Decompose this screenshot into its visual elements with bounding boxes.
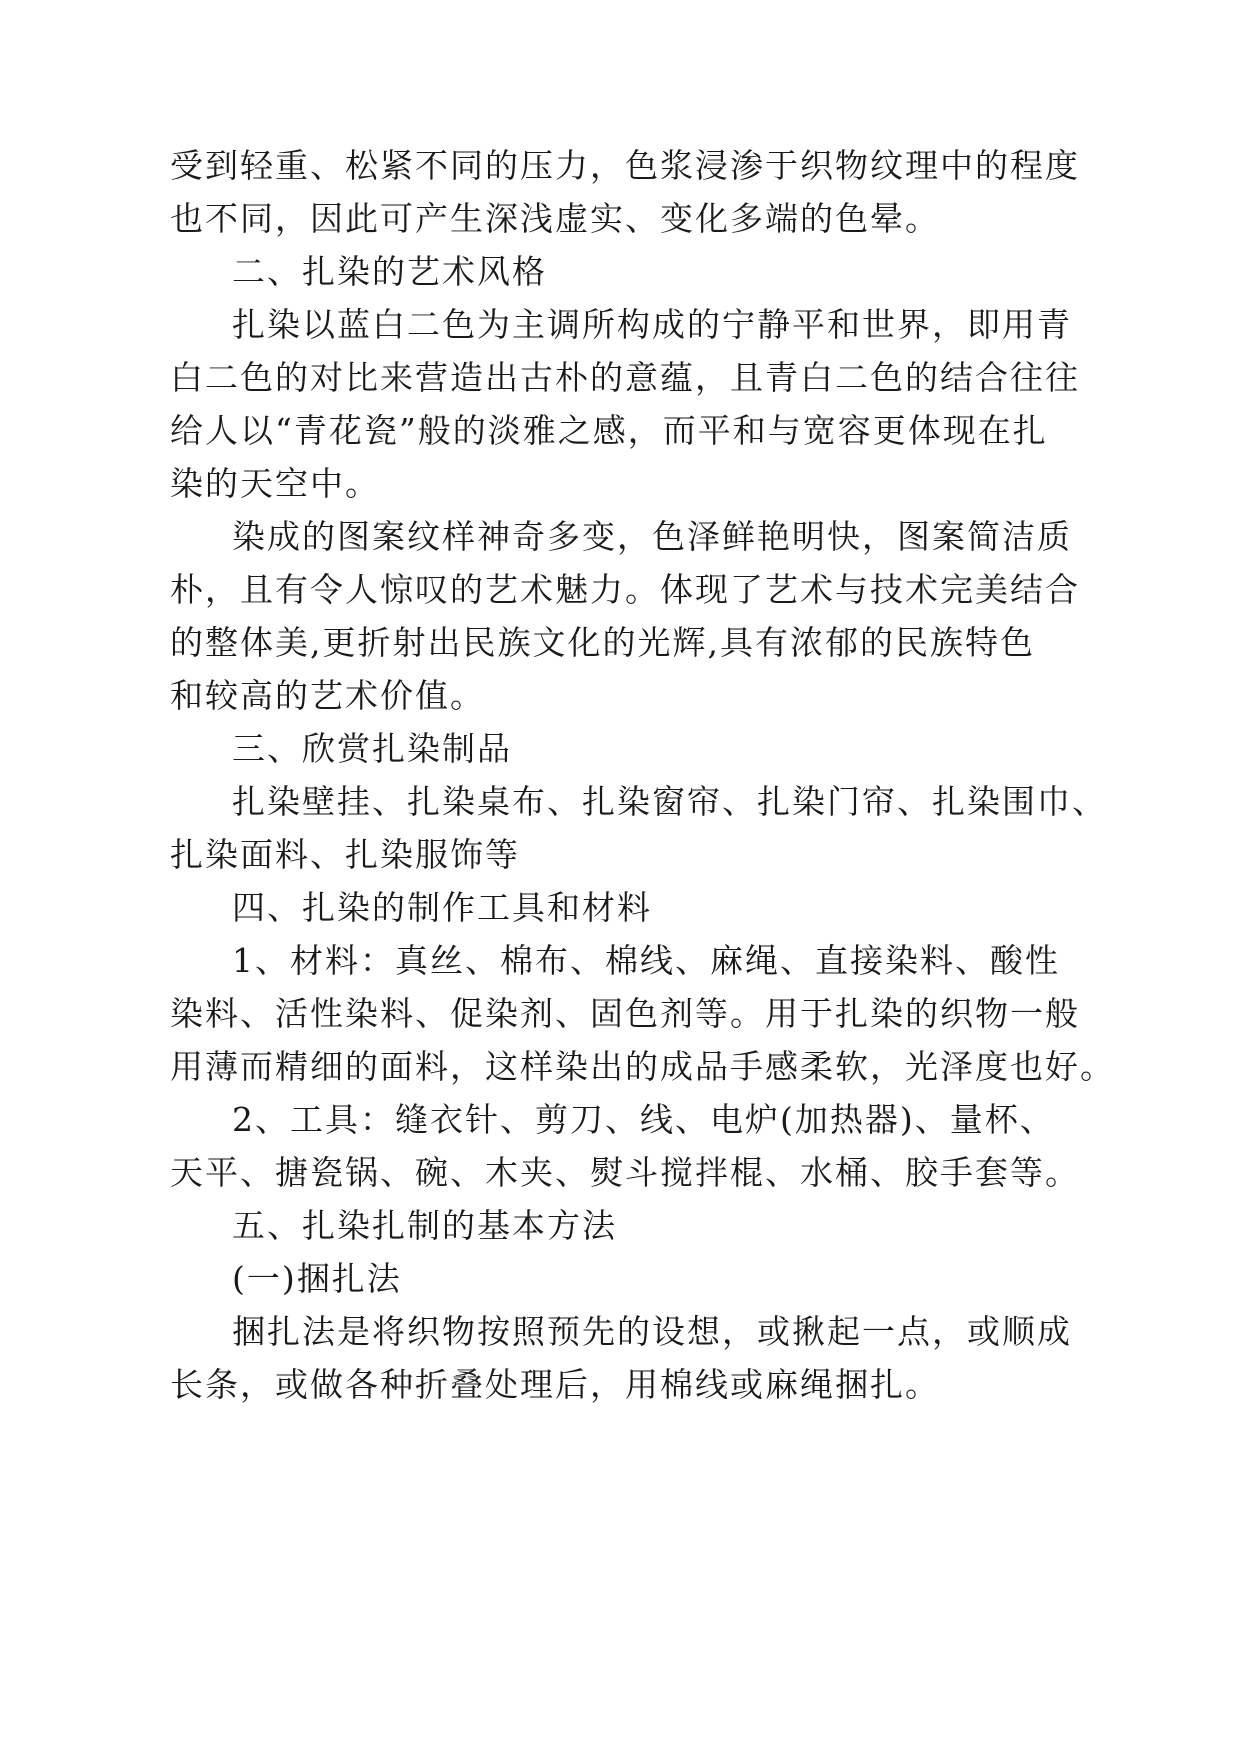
text-line: 白二色的对比来营造出古朴的意蕴，且青白二色的结合往往 — [170, 358, 1080, 397]
text-line: 受到轻重、松紧不同的压力，色浆浸渗于织物纹理中的程度 — [170, 146, 1080, 185]
text-line: 1、材料：真丝、棉布、棉线、麻绳、直接染料、酸性 — [232, 941, 1060, 980]
text-line: 扎染面料、扎染服饰等 — [170, 835, 520, 874]
text-line: 的整体美,更折射出民族文化的光辉,具有浓郁的民族特色 — [170, 623, 1035, 662]
text-line: 捆扎法是将织物按照预先的设想，或揪起一点，或顺成 — [232, 1312, 1072, 1351]
text-line: 染料、活性染料、促染剂、固色剂等。用于扎染的织物一般 — [170, 994, 1080, 1033]
text-line: 朴，且有令人惊叹的艺术魅力。体现了艺术与技术完美结合 — [170, 570, 1080, 609]
text-line: 天平、搪瓷锅、碗、木夹、熨斗搅拌棍、水桶、胶手套等。 — [170, 1153, 1080, 1192]
text-line: 扎染以蓝白二色为主调所构成的宁静平和世界，即用青 — [232, 305, 1072, 344]
subsection-heading: (一)捆扎法 — [232, 1259, 402, 1298]
text-line: 染的天空中。 — [170, 464, 380, 503]
section-heading: 三、欣赏扎染制品 — [232, 729, 512, 768]
section-heading: 五、扎染扎制的基本方法 — [232, 1206, 617, 1245]
text-line: 染成的图案纹样神奇多变，色泽鲜艳明快，图案简洁质 — [232, 517, 1072, 556]
text-line: 给人以“青花瓷”般的淡雅之感，而平和与宽容更体现在扎 — [170, 411, 1048, 450]
text-line: 2、工具：缝衣针、剪刀、线、电炉(加热器)、量杯、 — [232, 1100, 1055, 1139]
text-line: 扎染壁挂、扎染桌布、扎染窗帘、扎染门帘、扎染围巾、 — [232, 782, 1107, 821]
text-line: 长条，或做各种折叠处理后，用棉线或麻绳捆扎。 — [170, 1365, 940, 1404]
text-line: 也不同，因此可产生深浅虚实、变化多端的色晕。 — [170, 199, 940, 238]
text-line: 和较高的艺术价值。 — [170, 676, 485, 715]
section-heading: 四、扎染的制作工具和材料 — [232, 888, 652, 927]
text-line: 用薄而精细的面料，这样染出的成品手感柔软，光泽度也好。 — [170, 1047, 1115, 1086]
section-heading: 二、扎染的艺术风格 — [232, 252, 547, 291]
